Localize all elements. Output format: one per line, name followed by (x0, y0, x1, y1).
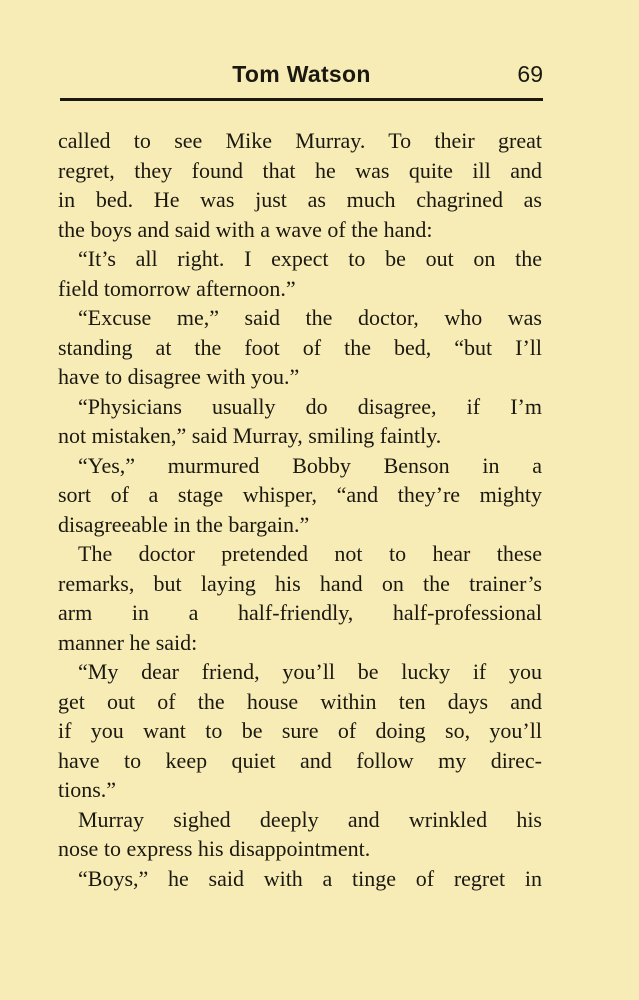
running-header (60, 58, 543, 94)
text-line: regret, they found that he was quite ill and (58, 157, 542, 183)
text-line: “Boys,” he said with a tinge of regret in (78, 865, 542, 891)
text-line: remarks, but laying his hand on the trainer’s (58, 570, 542, 596)
text-line: have to disagree with you.” (58, 364, 300, 389)
body-text (58, 126, 542, 893)
text-line: tions.” (58, 777, 117, 802)
text-line: the boys and said with a wave of the hand: (58, 216, 433, 242)
text-line: “It’s all right. I expect to be out on the (78, 246, 542, 271)
text-line: disagreeable in the bargain.” (58, 511, 310, 537)
text-line: called to see Mike Murray. To their great (58, 128, 542, 153)
text-line: sort of a stage whisper, “and they’re mighty (58, 482, 542, 507)
text-line: nose to express his disappointment. (58, 836, 371, 861)
text-line: The doctor pretended not to hear these (78, 541, 542, 566)
text-line: arm in a half-friendly, half-professional (58, 600, 542, 625)
text-line: in bed. He was just as much chagrined as (58, 187, 542, 212)
text-line: manner he said: (58, 629, 198, 655)
header-rule (60, 98, 543, 101)
text-line: have to keep quiet and follow my direc- (58, 747, 542, 773)
text-line: field tomorrow afternoon.” (58, 275, 296, 301)
text-line: “Excuse me,” said the doctor, who was (78, 305, 542, 330)
text-line: get out of the house within ten days and (58, 688, 542, 714)
text-line: if you want to be sure of doing so, you’ll (58, 718, 542, 743)
running-title: Tom Watson (232, 61, 371, 87)
text-line: “Physicians usually do disagree, if I’m (78, 393, 542, 419)
text-line: “My dear friend, you’ll be lucky if you (78, 659, 542, 684)
text-line: “Yes,” murmured Bobby Benson in a (78, 452, 542, 478)
text-line: not mistaken,” said Murray, smiling faintly. (58, 423, 442, 448)
text-line: Murray sighed deeply and wrinkled his (78, 806, 542, 832)
text-line: standing at the foot of the bed, “but I’ll (58, 334, 542, 360)
page-number: 69 (517, 61, 543, 87)
